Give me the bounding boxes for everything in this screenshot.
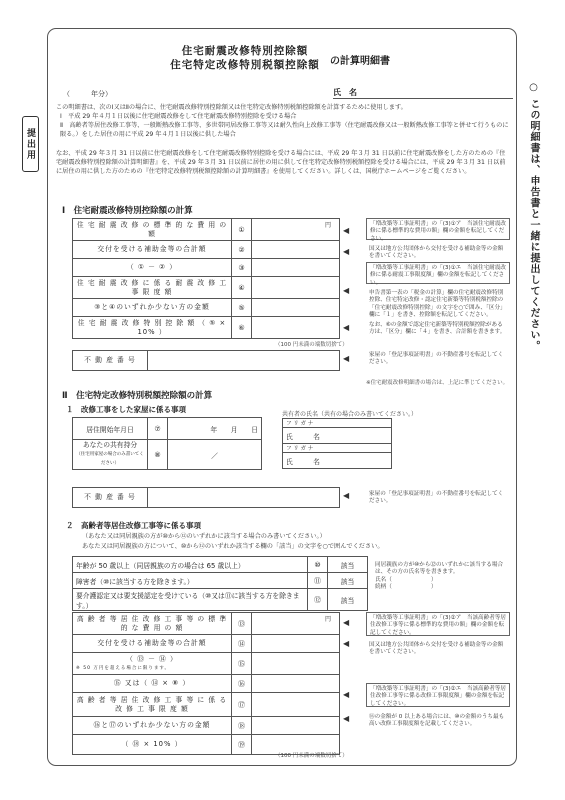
calc-row-number: ③ [232, 259, 252, 277]
move-in-date-input[interactable]: 年 月 日 [168, 418, 262, 440]
move-in-num: ⑦ [148, 418, 168, 440]
note-3: 「増改築等工事証明書」の「(3)①エ 当該住宅耐震改修に係る耐震工事限度額」欄の金額を転記してください。 [366, 262, 510, 284]
calc-row-amount-input[interactable] [252, 299, 340, 317]
calc-row-label [73, 277, 232, 299]
condition-label: 要介護認定又は要支援認定を受けている（⑩又は⑪に該当する方を除きます。） [73, 589, 308, 611]
intro-paragraph: この明細書は、次のⅠ又はⅡの場合に、住宅耐震改修特別控除額又は住宅特定改修特別税額控除額を計算するために使用します。 [56, 104, 407, 111]
share-input[interactable]: ／ [168, 440, 262, 470]
note-1: 「増改築等工事証明書」の「(3)①ア 当該住宅耐震改修に係る標準的な費用の額」欄の金額を転記してください。 [366, 218, 510, 240]
document-title [150, 44, 340, 72]
arrow-icon: ◀ [343, 354, 350, 363]
calc-row-label-text: 高 齢 者 等 居 住 改 修 工 事 等 の 標 準 的 な 費 用 の 額 [76, 614, 228, 632]
calc-row-amount-input[interactable] [252, 717, 340, 735]
sub2-note-1: （あなた又は同居親族の方が⑩から⑫のいずれかに該当する場合のみ書いてください。） [82, 533, 326, 540]
intro-item-1: Ⅰ 平成 29 年４月１日以後に住宅耐震改修をして住宅耐震改修特別控除を受ける場合 [60, 113, 297, 120]
calc-row-label [73, 635, 232, 653]
condition-label: 年齢が 50 歳以上（同居親族の方の場合は 65 歳以上） [73, 557, 308, 573]
conditions-note [372, 560, 507, 600]
cond-relation[interactable]: 続柄（ ） [375, 584, 437, 591]
section1-unit: 円 [325, 222, 332, 229]
s2-note-3: 「増改築等工事証明書」の「(3)②エ 当該高齢者等居住改修工事等に係る改修工事限度額」欄の金額を転記してください。 [366, 683, 510, 707]
calc-row-label [73, 653, 232, 675]
condition-row [73, 557, 368, 573]
calc-row-amount-input[interactable] [252, 693, 340, 717]
calc-row-label [73, 693, 232, 717]
condition-label: 障害者（⑩に該当する方を除きます。） [73, 573, 308, 589]
fudosan-label-2: 不 動 産 番 号 [73, 488, 148, 508]
calc-row [73, 241, 340, 259]
condition-row [73, 589, 368, 611]
calc-row-amount-input[interactable] [252, 317, 340, 339]
house-info-table [72, 417, 262, 470]
arrow-icon: ◀ [343, 690, 350, 699]
share-sublabel: （住宅用家屋の場合のみ書いてください） [76, 452, 144, 466]
calc-row-label [73, 735, 232, 755]
section1-table [72, 218, 340, 339]
calc-row-number: ⑬ [232, 613, 252, 635]
section2-round-note: （100 円未満の端数切捨て） [275, 753, 348, 759]
calc-row-label-text: ③と④のいずれか少ない方の金額 [94, 303, 210, 311]
calc-row-number: ⑱ [232, 717, 252, 735]
fudosan-input-2[interactable] [148, 488, 340, 508]
calc-row-amount-input[interactable] [252, 277, 340, 299]
arrow-icon: ◀ [343, 491, 350, 500]
submission-tab: 提出用 [22, 116, 39, 172]
co-owner-name-1[interactable]: 氏 名 [283, 428, 392, 444]
co-owner-title: 共有者の氏名（共有の場合のみ書いてください。） [282, 411, 418, 418]
title-line-1: 住宅耐震改修特別控除額 [181, 45, 309, 57]
calc-row-label-text: 住 宅 耐 震 改 修 に 係 る 耐 震 改 修 工 事 限 度 額 [76, 278, 228, 296]
fudosan-input[interactable] [148, 351, 340, 371]
condition-applicable-toggle[interactable]: 該当 [328, 573, 368, 589]
furigana-label-1: フ リ ガ ナ [283, 419, 392, 428]
intro-item-2: Ⅱ 高齢者等居住改修工事等、一般断熱改修工事等、多世帯同居改修工事等又は耐久性向上改修工事等（住宅耐震改修又は一般断熱改修工事等と併せて行うものに限る。）をした居住の用に平成 29 年４月１日以後に供した場合 [60, 122, 509, 138]
move-in-label: 居住開始年月日 [73, 418, 148, 440]
arrow-icon: ◀ [343, 639, 350, 648]
intro-note: なお、平成 29 年３月 31 日以前に住宅耐震改修をして住宅耐震改修特別控除を受ける場合には、平成 29 年３月 31 日以前に住宅耐震改修をした方のための『住宅耐震改修特別控除額の計算明細書』を、平成 29 年３月 31 日以前に居住の用に供して住宅特定改修特別税額控除を受ける場合には、平成 29 年３月 31 日以前に居住の用に供した方のための『住宅特定改修特別税額控除額の計算明細書』を使用してください。詳しくは、国税庁ホームページをご覧ください。 [56, 150, 506, 175]
calc-row-label [73, 613, 232, 635]
condition-applicable-toggle[interactable]: 該当 [328, 589, 368, 611]
calc-row-label-text: （ ⑱ × 10% ） [121, 740, 183, 748]
calc-row-number: ② [232, 241, 252, 259]
arrow-icon: ◀ [343, 247, 350, 256]
name-field[interactable]: 氏 名 [333, 87, 513, 99]
calc-row-label [73, 317, 232, 339]
calc-row [73, 219, 340, 241]
calc-row-label-text: 高 齢 者 等 居 住 改 修 工 事 等 に 係 る 改 修 工 事 限 度 額 [76, 695, 228, 713]
conditions-table [72, 556, 368, 611]
calc-row-number: ⑰ [232, 693, 252, 717]
share-label: あなたの共有持分 [82, 441, 138, 449]
calc-row-number: ⑥ [232, 317, 252, 339]
arrow-icon: ◀ [343, 618, 350, 627]
calc-row [73, 299, 340, 317]
share-label-cell [73, 440, 148, 470]
note-5: なお、⑥の金額で認定住宅新築等特別税額控除がある方は、「区分」欄に「４」を書き、合計額を書きます。 [369, 322, 506, 336]
sub2-note-2: あなた又は同居親族の方について、⑩から⑫のいずれか該当する欄の「該当」の文字を○で囲んでください。 [82, 543, 384, 550]
side-instruction: ○ この明細書は、申告書と一緒に提出してください。 [528, 82, 539, 352]
calc-row [73, 317, 340, 339]
section2-fudosan-table [72, 487, 340, 508]
s2-note-4: ⑯の金額が 0 以上ある場合には、⑩の金額のうち最も高い改修工事限度額を記載してください。 [369, 714, 505, 728]
calc-row-label-text: ⑮ 又は（ ⑭ × ⑧ ） [113, 679, 191, 687]
section1-fudosan-table [72, 350, 340, 371]
calc-row-label [73, 259, 232, 277]
calc-row-amount-input[interactable] [252, 635, 340, 653]
section2-fudosan-note: 家屋の「登記事項証明書」の不動産番号を転記してください。 [369, 491, 504, 505]
fudosan-label: 不 動 産 番 号 [73, 351, 148, 371]
section2-heading: Ⅱ 住宅特定改修特別税額控除額の計算 [62, 391, 213, 401]
co-owner-name-2[interactable]: 氏 名 [283, 453, 392, 469]
calc-row-number: ⑮ [232, 653, 252, 675]
calc-row-amount-input[interactable] [252, 675, 340, 693]
calc-row [73, 675, 340, 693]
calc-row-label-text: 住 宅 耐 震 改 修 の 標 準 的 な 費 用 の 額 [76, 220, 228, 238]
share-num: ⑧ [148, 440, 168, 470]
calc-row-label-text: ⑯と⑰のいずれか少ない方の金額 [93, 721, 211, 729]
note-4: 申告書第一表の「税金の計算」欄の住宅耐震改修特別控除、住宅特定改修・認定住宅新築等特別税額控除の「住宅耐震改修特別控除」の文字を○で囲み、「区分」欄に「１」を書き、控除額を転記してください。 [369, 290, 506, 319]
condition-number: ⑪ [308, 573, 328, 589]
arrow-icon: ◀ [343, 286, 350, 295]
calc-row-label-text: （ ① － ② ） [126, 263, 178, 271]
condition-applicable-toggle[interactable]: 該当 [328, 557, 368, 573]
calc-row-number: ⑭ [232, 635, 252, 653]
arrow-icon: ◀ [343, 714, 350, 723]
note-6: 家屋の「登記事項証明書」の不動産番号を転記してください。 [369, 352, 504, 366]
calc-row [73, 635, 340, 653]
calc-row-label [73, 241, 232, 259]
calc-row-label [73, 675, 232, 693]
calc-row-label [73, 717, 232, 735]
calc-row-label-text: （ ⑬ － ⑭ ） [126, 654, 178, 663]
calc-row-number: ⑤ [232, 299, 252, 317]
calc-row [73, 717, 340, 735]
calc-row-label-text: 交付を受ける補助金等の合計額 [97, 639, 207, 647]
calc-row-amount-input[interactable] [252, 259, 340, 277]
calc-row-amount-input[interactable] [252, 241, 340, 259]
note-2: 国又は地方公共団体から交付を受ける補助金等の金額を書いてください。 [369, 246, 504, 260]
calc-row [73, 613, 340, 635]
year-label: （ 年分） [63, 90, 112, 98]
title-suffix: の計算明細書 [330, 56, 390, 67]
calc-row [73, 277, 340, 299]
calc-row [73, 693, 340, 717]
s2-note-1: 「増改築等工事証明書」の「(3)②ア 当該高齢者等居住改修工事等に係る標準的な費用の額」欄の金額を転記してください。 [366, 612, 510, 636]
condition-number: ⑩ [308, 557, 328, 573]
calc-row [73, 259, 340, 277]
s2-note-2: 国又は地方公共団体から交付を受ける補助金等の金額を書いてください。 [369, 642, 504, 656]
co-owner-table [282, 418, 392, 469]
section2-calc-table [72, 612, 340, 755]
calc-row-label [73, 299, 232, 317]
calc-row-amount-input[interactable] [252, 653, 340, 675]
section1-heading: Ⅰ 住宅耐震改修特別控除額の計算 [62, 206, 193, 216]
section2-sub2: ２ 高齢者等居住改修工事等に係る事項 [66, 521, 201, 530]
section2-unit: 円 [325, 616, 332, 623]
calc-row [73, 653, 340, 675]
calc-row-label-text: 住 宅 耐 震 改 修 特 別 控 除 額 （ ⑤ × 10% ） [77, 318, 227, 336]
arrow-icon: ◀ [343, 226, 350, 235]
arrow-icon: ◀ [343, 323, 350, 332]
cond-note-text: 同居親族の方が⑩から⑫のいずれかに該当する場合は、その方の氏名等を書きます。 [375, 562, 504, 576]
calc-row-number: ① [232, 219, 252, 241]
furigana-label-2: フ リ ガ ナ [283, 444, 392, 453]
calc-row-label [73, 219, 232, 241]
section1-star-note: ※住宅耐震改修明細書の場合は、上記に準じてください。 [366, 380, 509, 386]
condition-row [73, 573, 368, 589]
calc-row-label-text: 交付を受ける補助金等の合計額 [97, 245, 207, 253]
title-line-2: 住宅特定改修特別税額控除額 [170, 59, 320, 71]
calc-row-number: ⑯ [232, 675, 252, 693]
section2-sub1: １ 改修工事をした家屋に係る事項 [66, 405, 186, 414]
condition-number: ⑫ [308, 589, 328, 611]
cond-name[interactable]: 氏名（ ） [375, 576, 437, 583]
calc-row-number: ⑲ [232, 735, 252, 755]
calc-row-sublabel: ※ 50 万円を超える場合に限ります。 [76, 665, 170, 671]
section1-round-note: （100 円未満の端数切捨て） [275, 342, 348, 348]
calc-row-number: ④ [232, 277, 252, 299]
